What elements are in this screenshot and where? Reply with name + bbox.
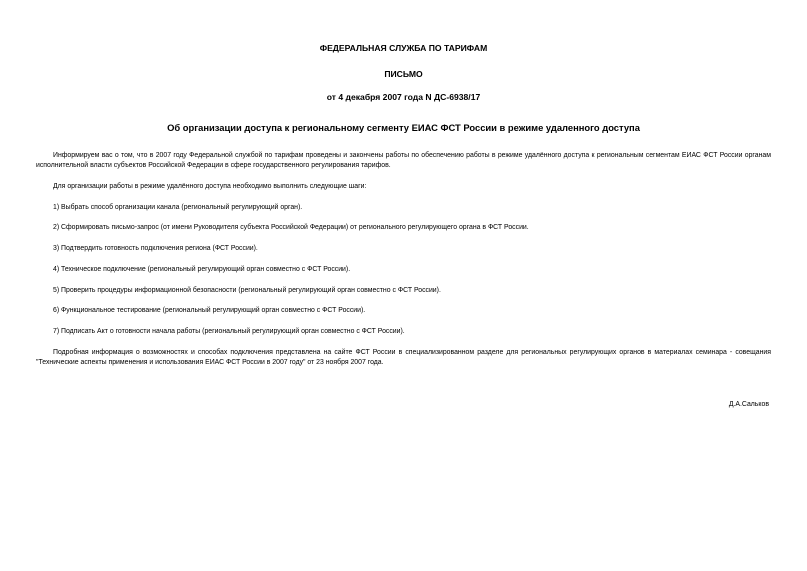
step-item: 3) Подтвердить готовность подключения региона (ФСТ России). [53, 245, 258, 252]
step-item: 1) Выбрать способ организации канала (региональный регулирующий орган). [53, 204, 303, 211]
document-date-number: от 4 декабря 2007 года N ДС-6938/17 [326, 92, 481, 102]
step-item: 5) Проверить процедуры информационной безопасности (региональный регулирующий орган совместно с ФСТ России). [53, 287, 441, 294]
step-item: 4) Техническое подключение (региональный регулирующий орган совместно с ФСТ России). [53, 266, 351, 273]
step-item: 7) Подписать Акт о готовности начала работы (региональный регулирующий орган совместно с ФСТ России). [53, 328, 405, 335]
document-type: ПИСЬМО [384, 69, 423, 79]
document-subject: Об организации доступа к региональному сегменту ЕИАС ФСТ России в режиме удаленного доступа [167, 122, 640, 133]
intro-paragraph: Информируем вас о том, что в 2007 году Федеральной службой по тарифам проведены и закончены работы по обеспечению работы в режиме удалённого доступа к региональным сегментам ЕИАС ФСТ России органам исполнительной власти субъектов Российской Федерации в сфере государственного регулирования тарифов. [36, 152, 771, 169]
agency-title: ФЕДЕРАЛЬНАЯ СЛУЖБА ПО ТАРИФАМ [319, 43, 488, 53]
steps-intro-paragraph: Для организации работы в режиме удалённого доступа необходимо выполнить следующие шаги: [53, 183, 367, 190]
step-item: 2) Сформировать письмо-запрос (от имени Руководителя субъекта Российской Федерации) от регионального регулирующего органа в ФСТ России. [53, 224, 529, 231]
info-paragraph: Подробная информация о возможностях и способах подключения представлена на сайте ФСТ России в специализированном разделе для региональных регулирующих органов в материалах семинара - совещания "Технические аспекты применения и использования ЕИАС ФСТ России в 2007 году" от 23 ноября 2007 года. [36, 349, 771, 366]
signature: Д.А.Сальков [728, 401, 769, 408]
step-item: 6) Функциональное тестирование (региональный регулирующий орган совместно с ФСТ России). [53, 307, 366, 314]
